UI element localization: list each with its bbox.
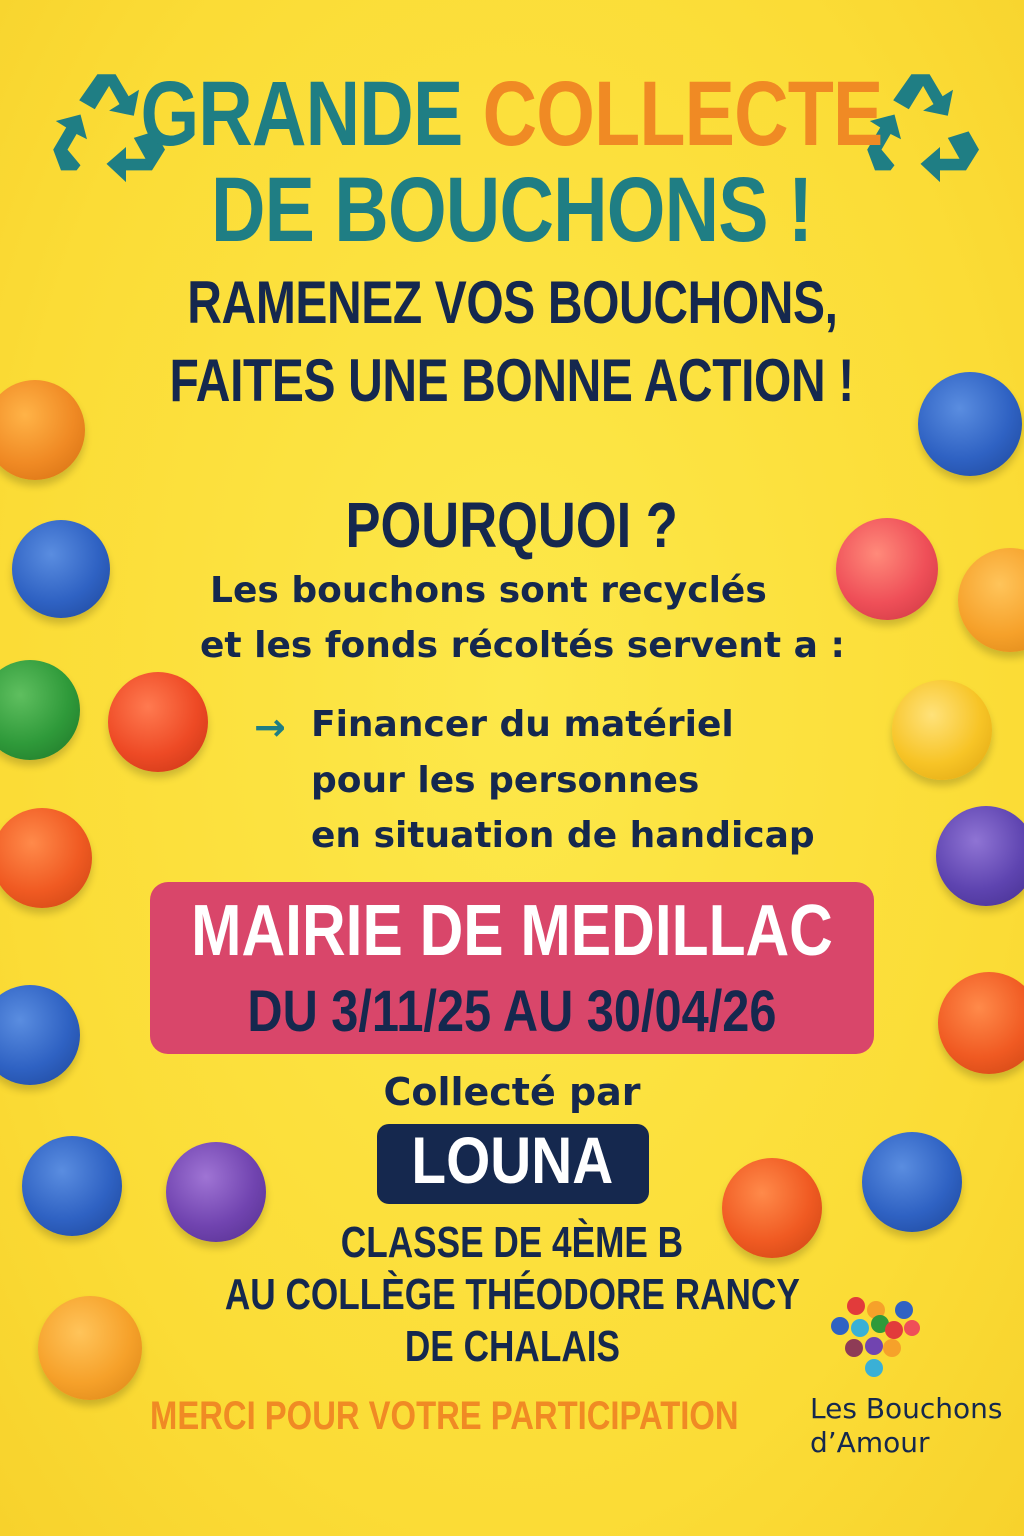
- class-line3: DE CHALAIS: [404, 1322, 620, 1371]
- title-line1: [0, 62, 1024, 167]
- title-line2: DE BOUCHONS !: [211, 159, 813, 261]
- why-body-line1: Les bouchons sont recyclés: [210, 570, 767, 611]
- bouchons-damour-logo: [828, 1296, 924, 1386]
- collected-by-label: Collecté par: [383, 1070, 641, 1114]
- why-item-line1: Financer du matériel: [311, 704, 734, 745]
- title-grande: GRANDE: [140, 63, 463, 165]
- cap-orange: [958, 548, 1024, 652]
- brand-line1: Les Bouchons: [810, 1392, 1003, 1425]
- why-item-line3: en situation de handicap: [311, 815, 815, 856]
- location-dates: DU 3/11/25 AU 30/04/26: [247, 979, 777, 1044]
- brand-line2: d’Amour: [810, 1426, 930, 1459]
- subtitle-line1: RAMENEZ VOS BOUCHONS,: [186, 269, 838, 336]
- why-item-line2: pour les personnes: [311, 760, 700, 801]
- arrow-right-icon: →: [254, 705, 286, 749]
- brand-text: [810, 1392, 1003, 1460]
- class-line1: CLASSE DE 4ÈME B: [340, 1218, 684, 1267]
- collector-name: LOUNA: [411, 1123, 613, 1197]
- location-place: MAIRIE DE MEDILLAC: [191, 891, 833, 971]
- why-body-line2: et les fonds récoltés servent a :: [200, 625, 845, 666]
- why-heading: POURQUOI ?: [345, 489, 679, 561]
- cap-green: [0, 660, 80, 760]
- subtitle-line2: FAITES UNE BONNE ACTION !: [169, 347, 855, 414]
- cap-yellow: [892, 680, 992, 780]
- title-collecte: COLLECTE: [483, 63, 884, 165]
- class-line2: AU COLLÈGE THÉODORE RANCY: [224, 1270, 800, 1319]
- thanks-text: MERCI POUR VOTRE PARTICIPATION: [150, 1394, 739, 1438]
- cap-red: [108, 672, 208, 772]
